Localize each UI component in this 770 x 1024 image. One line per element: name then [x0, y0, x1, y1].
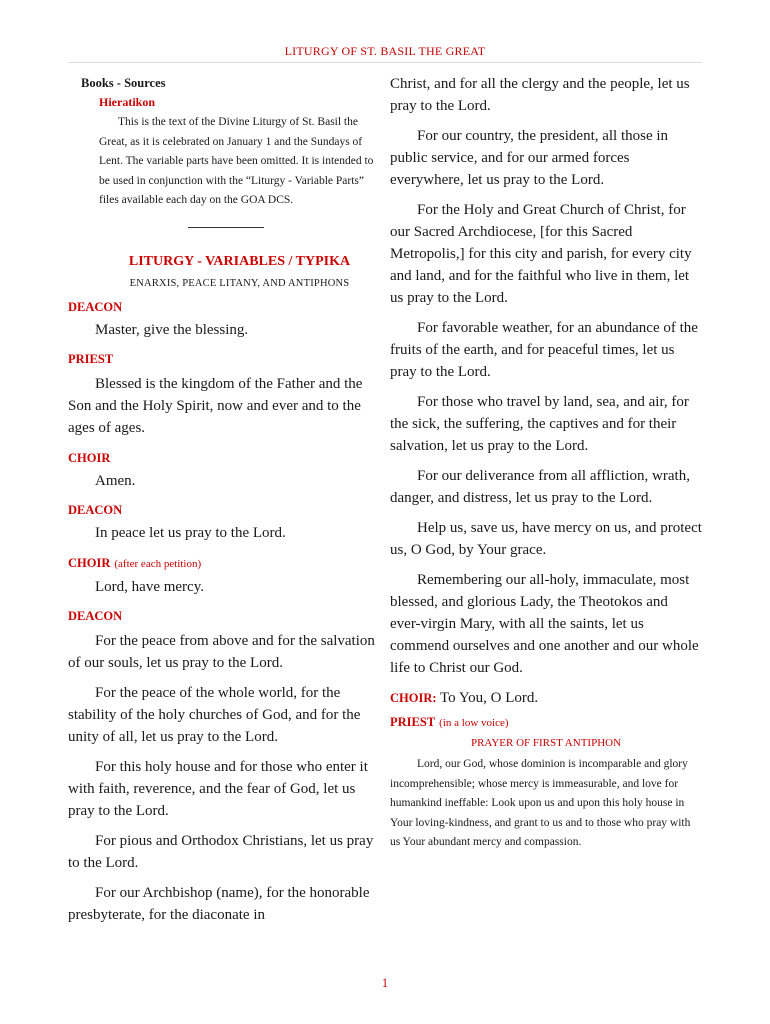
prayer-text: Lord, our God, whose dominion is incomparable and glory incomprehensible; whose mercy is immeasurable, and love for humankind ineffable: Look upon us and upon this holy house in Your loving-kindness, and grant to us and to those who pray with us Your abundant mercy and compassion.	[390, 758, 691, 848]
liturgy-paragraph: For the peace of the whole world, for the stability of the holy churches of God, and for the unity of all, let us pray to the Lord.	[68, 684, 361, 745]
liturgy-paragraph: Blessed is the kingdom of the Father and the Son and the Holy Spirit, now and ever and to the ages of ages.	[68, 375, 363, 436]
liturgy-paragraph: For this holy house and for those who enter it with faith, reverence, and the fear of God, let us pray to the Lord.	[68, 758, 368, 819]
role-note: (after each petition)	[114, 557, 202, 570]
liturgy-paragraph: For the Holy and Great Church of Christ, for our Sacred Archdiocese, [for this Sacred Metropolis,] for this city and parish, for every city and land, and for the faithful who live in them, let us pray to the Lord.	[390, 202, 692, 306]
role-label-choir: CHOIR	[68, 555, 111, 570]
liturgy-paragraph: For our country, the president, all those in public service, and for our armed forces everywhere, let us pray to the Lord.	[390, 128, 669, 188]
liturgy-paragraph: Lord, have mercy.	[95, 578, 204, 595]
liturgy-paragraph: For the peace from above and for the salvation of our souls, let us pray to the Lord.	[68, 632, 375, 671]
prayer-title: PRAYER OF FIRST ANTIPHON	[470, 737, 622, 749]
choir-response-line	[390, 687, 702, 709]
section-divider	[188, 227, 264, 228]
liturgy-paragraph: Remembering our all-holy, immaculate, most blessed, and glorious Lady, the Theotokos and ever-virgin Mary, with all the saints, let us commend ourselves and one another and our whole life to Christ our God.	[390, 572, 699, 676]
liturgy-paragraph: Help us, save us, have mercy on us, and protect us, O God, by Your grace.	[390, 520, 702, 558]
liturgy-paragraph: For our deliverance from all affliction, wrath, danger, and distress, let us pray to the Lord.	[390, 468, 690, 506]
section-title: LITURGY - VARIABLES / TYPIKA	[128, 253, 351, 269]
liturgy-paragraph: Master, give the blessing.	[95, 321, 249, 338]
header-divider	[68, 62, 702, 63]
liturgy-paragraph: For favorable weather, for an abundance of the fruits of the earth, and for peaceful times, let us pray to the Lord.	[390, 320, 698, 380]
choir-response-text: To You, O Lord.	[440, 690, 539, 706]
liturgy-paragraph: Amen.	[95, 472, 136, 489]
liturgy-paragraph: For our Archbishop (name), for the honorable presbyterate, for the diaconate in	[68, 884, 370, 923]
role-line-choir	[68, 554, 381, 572]
liturgy-paragraph: For those who travel by land, sea, and air, for the sick, the suffering, the captives and for their salvation, let us pray to the Lord.	[390, 394, 689, 454]
section-subtitle: ENARXIS, PEACE LITANY, AND ANTIPHONS	[129, 277, 350, 289]
sources-title: Books - Sources	[81, 76, 166, 90]
role-label-choir: CHOIR	[68, 450, 111, 465]
role-label-priest: PRIEST	[68, 351, 114, 366]
sources-subtitle: Hieratikon	[99, 95, 155, 109]
right-column	[390, 72, 702, 853]
role-label-choir: CHOIR:	[390, 691, 437, 705]
sources-text: This is the text of the Divine Liturgy of St. Basil the Great, as it is celebrated on January 1 and the Sundays of Lent. The variable parts have been omitted. It is intended to be used in conjunction with the “Liturgy - Variable Parts” files available each day on the GOA DCS.	[99, 116, 374, 206]
role-label-priest: PRIEST	[390, 715, 436, 729]
role-label-deacon: DEACON	[68, 502, 123, 517]
role-note: (in a low voice)	[439, 717, 509, 729]
left-column	[68, 72, 381, 926]
running-header: LITURGY OF ST. BASIL THE GREAT	[284, 44, 486, 58]
liturgy-paragraph: For pious and Orthodox Christians, let us pray to the Lord.	[68, 832, 374, 871]
role-label-deacon: DEACON	[68, 299, 123, 314]
role-line-priest	[390, 713, 702, 731]
page-number: 1	[381, 976, 389, 990]
liturgy-paragraph: Christ, and for all the clergy and the people, let us pray to the Lord.	[390, 76, 690, 114]
role-label-deacon: DEACON	[68, 608, 123, 623]
liturgy-paragraph: In peace let us pray to the Lord.	[95, 524, 286, 541]
